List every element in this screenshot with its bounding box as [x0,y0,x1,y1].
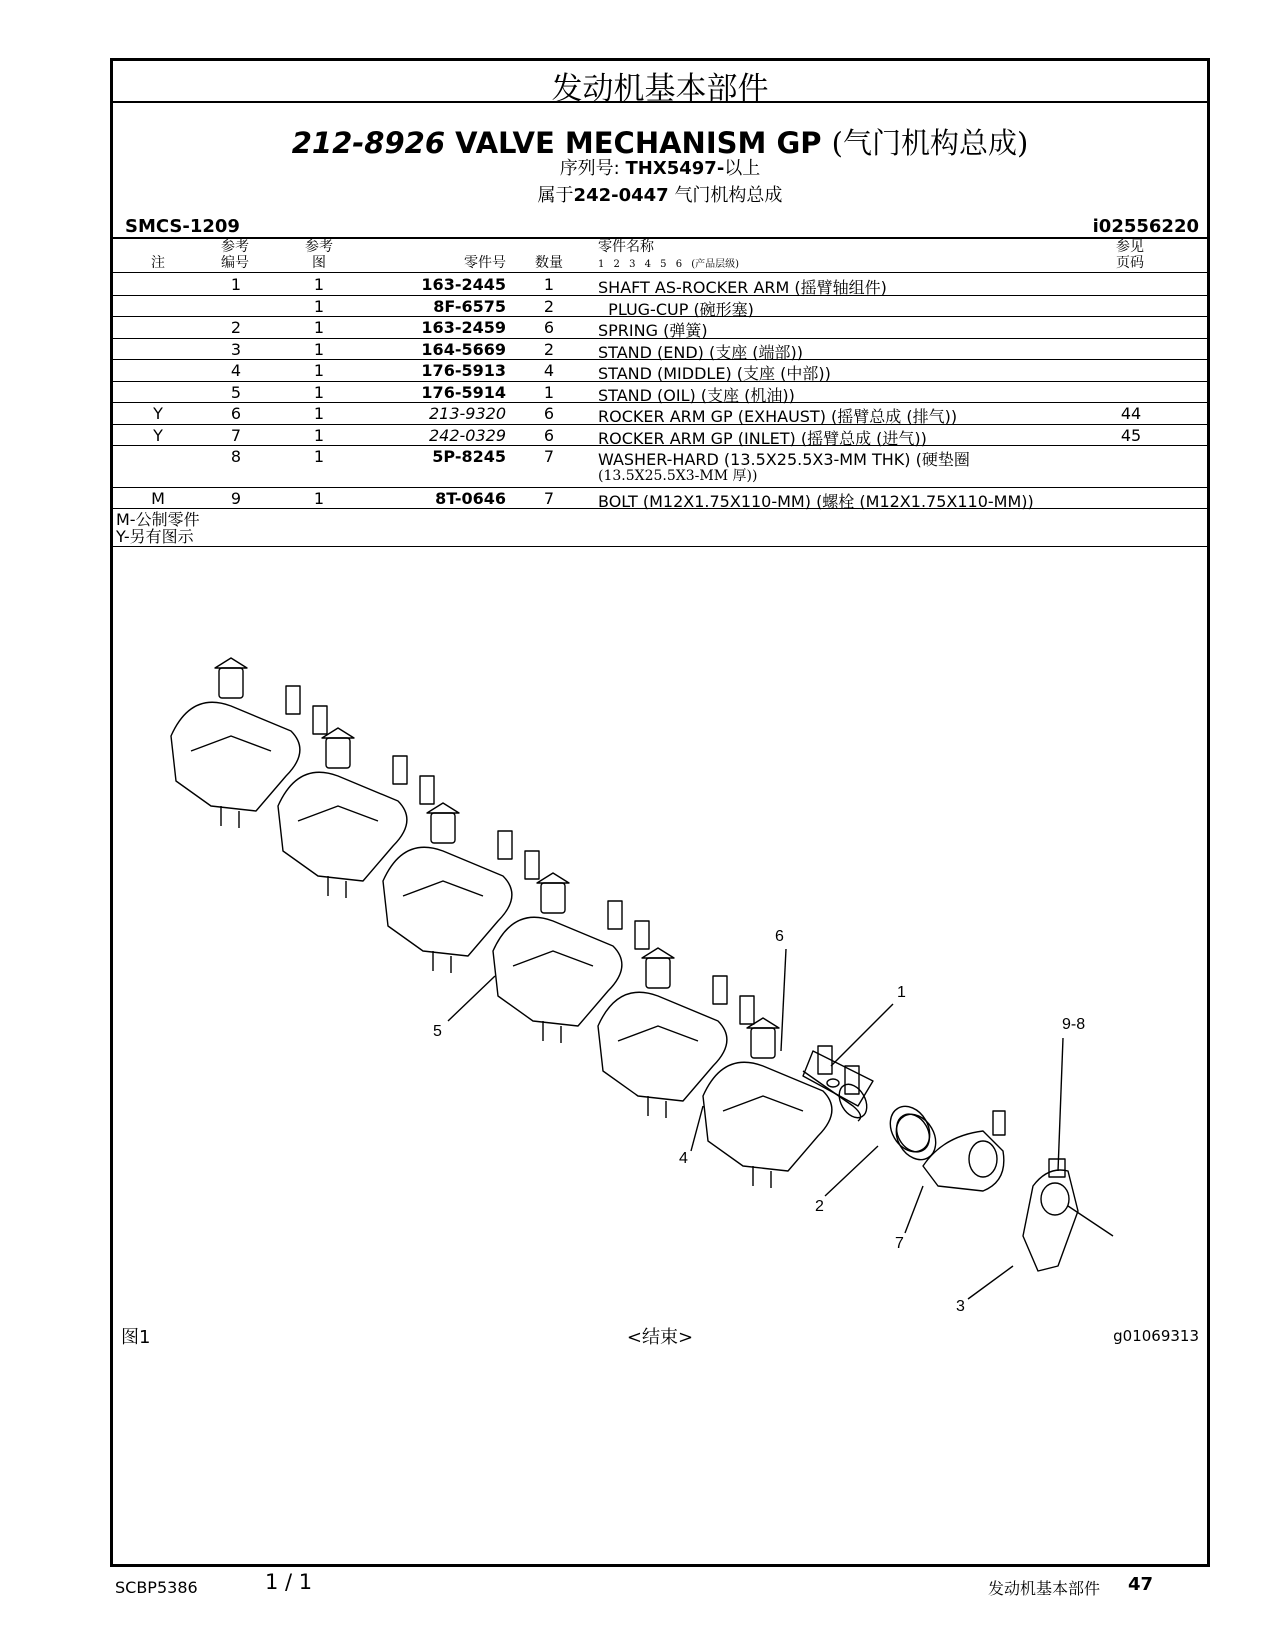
row-qty: 2 [543,297,555,316]
row-part-no: 213-9320 [428,404,506,423]
hdr-fig-2: 图 [312,255,326,271]
row-ref-no: 2 [230,318,242,337]
adjust-screw [635,921,649,949]
rocker-stand [383,847,512,956]
row-part-name: ROCKER ARM GP (EXHAUST) (摇臂总成 (排气)) [598,407,958,426]
row-part-no: 163-2445 [421,275,506,294]
rocker-stand [493,917,622,1026]
note-metric: M-公制零件 [116,510,200,529]
belongs-value: 242-0447 [573,185,669,206]
row-qty: 7 [543,447,555,466]
callout-leader [831,1004,893,1066]
stand-bolt-head [747,1018,779,1028]
row-part-no: 163-2459 [421,318,506,337]
rocker-arm-screw [993,1111,1005,1135]
row-ref-no: 8 [230,447,242,466]
row-part-name: ROCKER ARM GP (INLET) (摇臂总成 (进气)) [598,429,927,448]
row-part-no: 8T-0646 [435,489,506,508]
section-title: 发动机基本部件 [551,71,769,107]
rocker-stand-rib [618,1026,698,1041]
serial-label: 序列号: [559,158,620,179]
row-ref-fig: 1 [313,404,325,423]
adjust-screw [313,706,327,734]
rocker-stand [598,992,727,1101]
rocker-stand-rib [298,806,378,821]
hdr-ref-1: 参考 [221,239,249,255]
rocker-stand [278,772,407,881]
row-part-no: 5P-8245 [432,447,506,466]
end-stand-bolt [1049,1159,1065,1177]
smcs-code: SMCS-1209 [125,216,240,237]
shaft-oil-hole [827,1079,839,1087]
row-ref-no: 5 [230,383,242,402]
end-stand [1023,1170,1078,1271]
shaft-bore [834,1079,873,1122]
row-part-name: WASHER-HARD (13.5X25.5X3-MM THK) (硬垫圈 [598,450,970,469]
callout-leader [1058,1038,1063,1171]
callout-leader [825,1146,878,1196]
callout-label: 1 [897,984,906,1001]
hdr-qty: 数量 [535,255,563,271]
graphic-id: g01069313 [1113,1327,1199,1345]
stand-bolt [646,958,670,988]
hdr-fig-1: 参考 [305,239,333,255]
row-part-no: 8F-6575 [433,297,506,316]
illustration-id: i02556220 [1092,216,1199,237]
row-qty: 6 [543,426,555,445]
group-part-number: 212-8926 [291,126,446,160]
row-part-name: STAND (MIDDLE) (支座 (中部)) [598,364,831,383]
adjust-screw [286,686,300,714]
footer-section: 发动机基本部件 [988,1579,1101,1598]
rocker-stand [703,1062,832,1171]
adjust-screw [713,976,727,1004]
row-ref-fig: 1 [313,275,325,294]
row-note: M [151,489,165,508]
row-part-name: PLUG-CUP (碗形塞) [598,300,754,319]
row-part-name: BOLT (M12X1.75X110-MM) (螺栓 (M12X1.75X110-MM)) [598,492,1034,511]
callout-leader [448,976,495,1021]
row-ref-fig: 1 [313,447,325,466]
row-ref-fig: 1 [313,318,325,337]
row-ref-fig: 1 [313,297,325,316]
stand-bolt [431,813,455,843]
row-qty: 7 [543,489,555,508]
row-ref-no: 7 [230,426,242,445]
row-part-no: 176-5913 [421,361,506,380]
belongs-label: 属于 [537,185,574,206]
rocker-stand-rib [513,951,593,966]
adjust-screw [393,756,407,784]
row-part-name: SPRING (弹簧) [598,321,708,340]
row-ref-no: 6 [230,404,242,423]
end-stand-bore [1041,1183,1069,1215]
rocker-stand-rib [403,881,483,896]
end-marker: <结束> [626,1327,694,1348]
hdr-see-1: 参见 [1116,239,1144,255]
row-see-page[interactable]: 45 [1120,426,1142,445]
row-part-no: 242-0329 [428,426,506,445]
serial-value: THX5497- [625,158,725,179]
stand-bolt [751,1028,775,1058]
row-ref-no: 4 [230,361,242,380]
row-qty: 4 [543,361,555,380]
belongs-name: 气门机构总成 [674,185,783,206]
callout-label: 3 [956,1298,965,1315]
serial-suffix: 以上 [724,158,761,179]
row-part-name-cont: (13.5X25.5X3-MM 厚)) [598,468,758,484]
row-see-page[interactable]: 44 [1120,404,1142,423]
stand-bolt [541,883,565,913]
row-qty: 1 [543,275,555,294]
hdr-part-no: 零件号 [464,255,506,271]
row-qty: 2 [543,340,555,359]
callout-leader [691,1106,703,1151]
callout-label: 6 [775,928,784,945]
row-part-no: 164-5669 [421,340,506,359]
adjust-screw [498,831,512,859]
row-part-name: SHAFT AS-ROCKER ARM (摇臂轴组件) [598,278,887,297]
adjust-screw [740,996,754,1024]
adjust-screw [525,851,539,879]
group-name: VALVE MECHANISM GP [455,126,822,160]
rocker-stand [171,702,300,811]
footer-doc: SCBP5386 [115,1578,198,1597]
footer-page-number: 47 [1128,1574,1154,1595]
callout-label: 5 [433,1023,442,1040]
row-part-name: STAND (OIL) (支座 (机油)) [598,386,795,405]
row-part-name: STAND (END) (支座 (端部)) [598,343,804,362]
row-ref-no: 1 [230,275,242,294]
hdr-part-name: 零件名称 [598,239,654,255]
row-ref-fig: 1 [313,383,325,402]
hdr-note: 注 [151,255,165,271]
rocker-arm-bore [969,1141,997,1177]
callout-label: 9-8 [1062,1016,1086,1033]
row-note: Y [153,404,163,423]
rocker-stand-rib [723,1096,803,1111]
stand-bolt [219,668,243,698]
hdr-levels: 1 2 3 4 5 6 (产品层级) [598,259,740,270]
page-frame [110,58,1210,1567]
row-ref-no: 3 [230,340,242,359]
hdr-see-2: 页码 [1116,255,1144,271]
rocker-stand-rib [191,736,271,751]
row-part-no: 176-5914 [421,383,506,402]
hdr-ref-2: 编号 [221,255,249,271]
adjust-screw [420,776,434,804]
callout-leader [905,1186,923,1233]
row-ref-fig: 1 [313,361,325,380]
callout-label: 7 [895,1235,904,1252]
callout-leader [781,949,786,1051]
row-qty: 1 [543,383,555,402]
row-note: Y [153,426,163,445]
row-ref-no: 9 [230,489,242,508]
callout-label: 4 [679,1150,688,1167]
stand-bolt-head [215,658,247,668]
callout-label: 2 [815,1198,824,1215]
footer-pages: 1 / 1 [265,1570,313,1594]
callout-leader [968,1266,1013,1299]
row-ref-fig: 1 [313,340,325,359]
note-illustrated: Y-另有图示 [116,527,194,546]
row-qty: 6 [543,318,555,337]
stand-bolt [326,738,350,768]
figure-label: 图1 [121,1327,151,1348]
row-ref-fig: 1 [313,489,325,508]
row-ref-fig: 1 [313,426,325,445]
group-name-cn: (气门机构总成) [831,126,1029,160]
row-qty: 6 [543,404,555,423]
adjust-screw [608,901,622,929]
stand-bolt-head [537,873,569,883]
